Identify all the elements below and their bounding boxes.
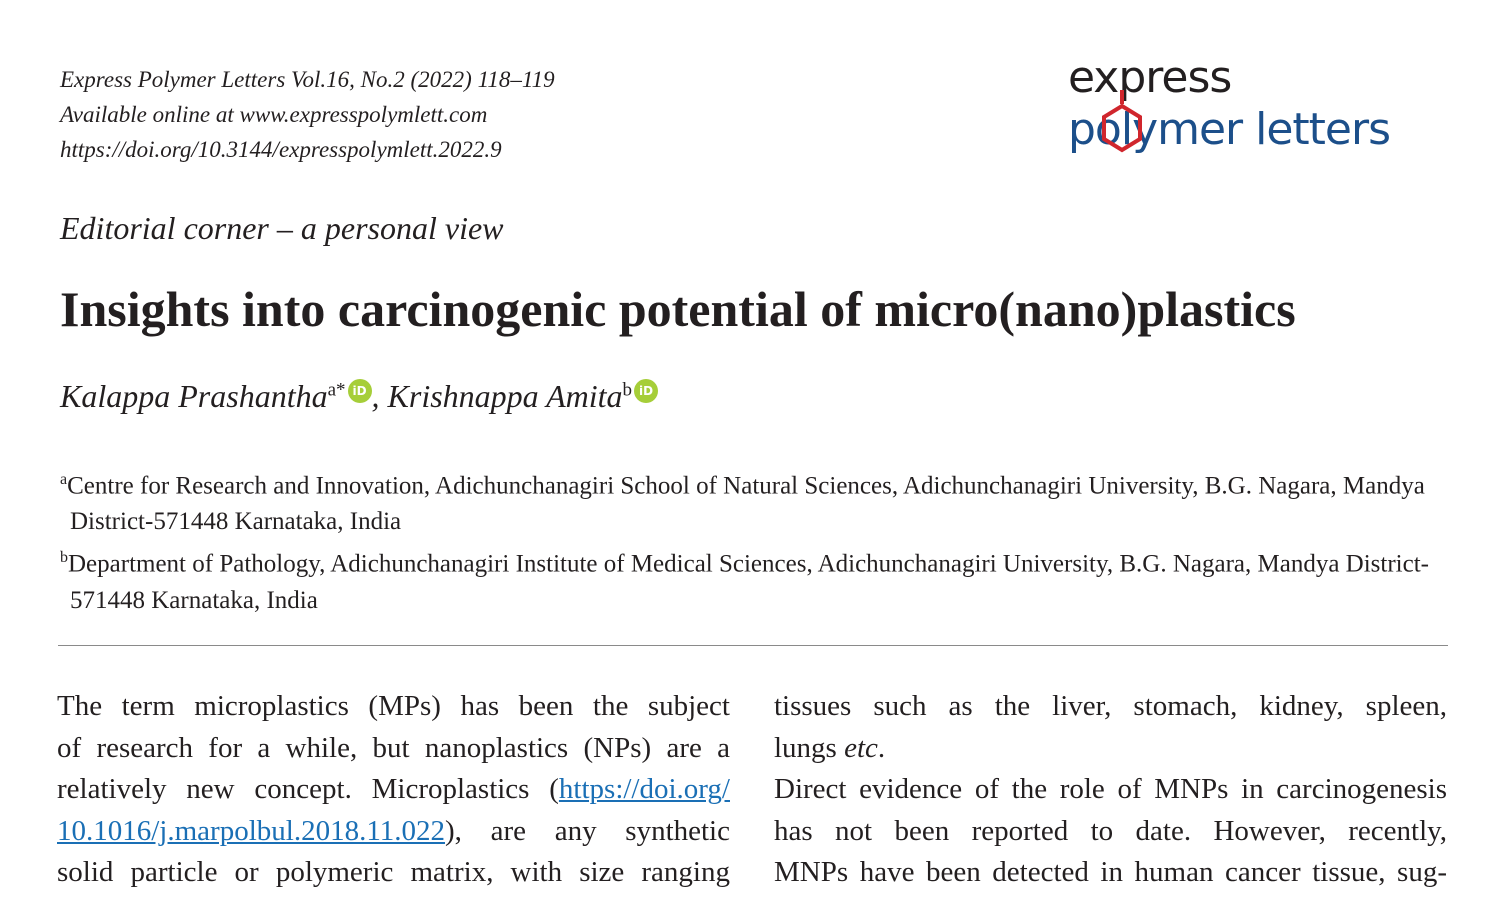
author-list bbox=[60, 378, 658, 415]
logo-word-express: express bbox=[1068, 52, 1232, 103]
body-line bbox=[774, 728, 1447, 770]
body-text: ), are any synthetic bbox=[445, 814, 730, 847]
journal-citation: Express Polymer Letters Vol.16, No.2 (2022) 118–119 bbox=[60, 67, 555, 92]
doi-link-continuation[interactable]: 10.1016/j.marpolbul.2018.11.022 bbox=[57, 814, 445, 847]
body-line: solid particle or polymeric matrix, with size ranging bbox=[57, 856, 730, 888]
affiliation-b bbox=[60, 540, 1430, 618]
affiliation-marker: b bbox=[60, 549, 68, 567]
affiliation-text: Department of Pathology, Adichunchanagiri Institute of Medical Sciences, Adichunchanagiri University, B.G. Nagara, Mandya District-571448 Karnataka, India bbox=[68, 550, 1429, 614]
affiliation-text: Centre for Research and Innovation, Adichunchanagiri School of Natural Sciences, Adichunchanagiri University, B.G. Nagara, Mandya District-571448 Karnataka, India bbox=[67, 472, 1425, 536]
author-affiliation-marker: b bbox=[622, 379, 633, 401]
body-text: relatively new concept. Microplastics ( bbox=[57, 773, 559, 805]
availability-line: Available online at www.expresspolymlett.com bbox=[60, 102, 488, 127]
body-text: . bbox=[877, 731, 886, 764]
body-line: MNPs have been detected in human cancer tissue, sug- bbox=[774, 856, 1447, 888]
body-line: of research for a while, but nanoplastics (NPs) are a bbox=[57, 731, 730, 764]
body-line bbox=[57, 769, 730, 811]
affiliations bbox=[60, 462, 1430, 619]
body-line: has not been reported to date. However, recently, bbox=[774, 814, 1447, 847]
doi-link[interactable]: https://doi.org/ bbox=[558, 773, 730, 805]
body-column-right bbox=[774, 686, 1447, 894]
affiliation-marker: a bbox=[60, 471, 68, 488]
body-italic-text: etc bbox=[844, 731, 878, 764]
logo-words-polymer-letters: polymer letters bbox=[1068, 104, 1391, 155]
journal-logo bbox=[1068, 52, 1448, 167]
body-line: tissues such as the liver, stomach, kidney, spleen, bbox=[774, 690, 1447, 722]
orcid-icon[interactable]: iD bbox=[634, 379, 658, 403]
author-name: Krishnappa Amita bbox=[387, 378, 623, 414]
section-label: Editorial corner – a personal view bbox=[60, 210, 504, 246]
divider bbox=[58, 645, 1448, 646]
author-affiliation-marker: a* bbox=[327, 379, 346, 401]
article-metadata bbox=[60, 62, 555, 167]
affiliation-a bbox=[60, 462, 1430, 540]
article-title: Insights into carcinogenic potential of micro(nano)plastics bbox=[60, 281, 1296, 337]
doi-line: https://doi.org/10.3144/expresspolymlett.2022.9 bbox=[60, 137, 502, 162]
body-line: Direct evidence of the role of MNPs in carcinogenesis bbox=[774, 773, 1447, 805]
body-column-left bbox=[57, 686, 730, 894]
body-line bbox=[57, 811, 730, 853]
author-separator: , bbox=[371, 378, 388, 414]
hexagon-logo-icon bbox=[1098, 90, 1146, 160]
author-name: Kalappa Prashantha bbox=[60, 378, 328, 414]
body-line: The term microplastics (MPs) has been the subject bbox=[57, 690, 730, 722]
orcid-icon[interactable]: iD bbox=[348, 379, 372, 403]
body-text: lungs bbox=[774, 731, 845, 764]
